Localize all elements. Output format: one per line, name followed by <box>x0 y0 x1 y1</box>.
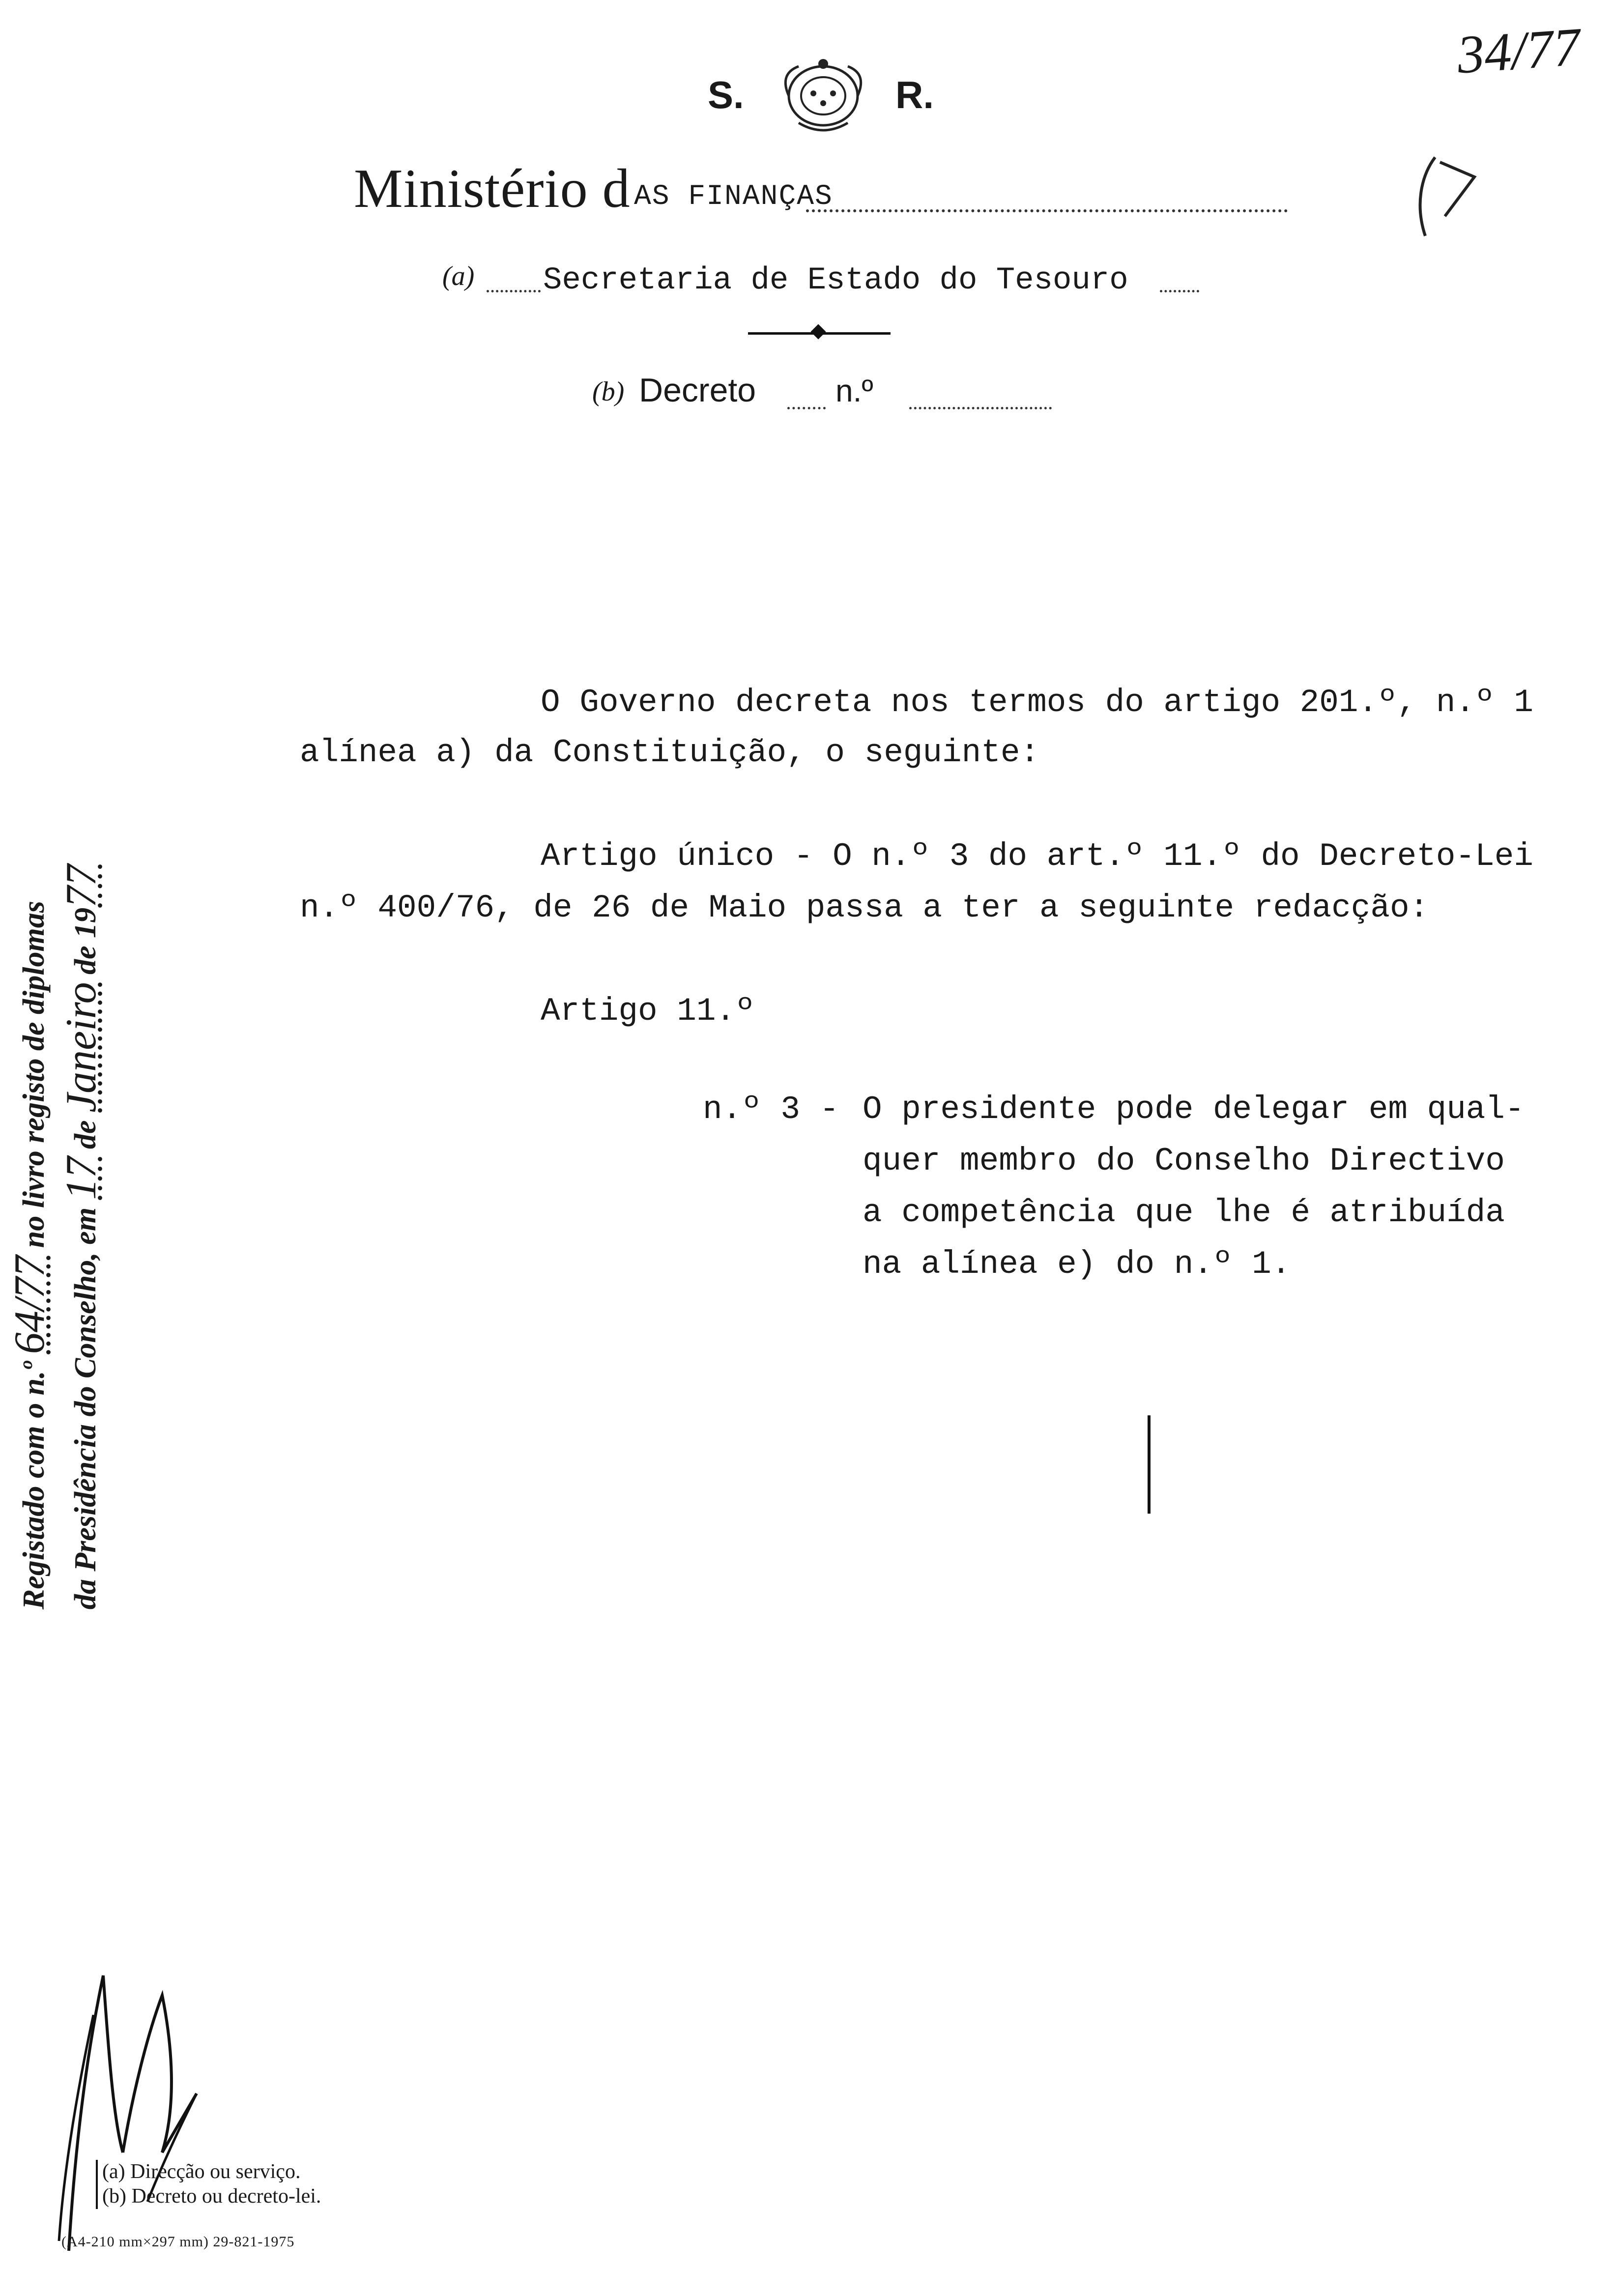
item-line-4: na alínea e) do n.º 1. <box>863 1246 1291 1283</box>
registration-year-prefix: de 19 <box>69 907 102 975</box>
registration-year: 77 <box>58 864 105 908</box>
numero-label: n.º <box>835 373 873 408</box>
secretaria-fill-line-left <box>487 290 541 292</box>
paragraph-1-line-1: O Governo decreta nos termos do artigo 201.º, n.º 1 <box>541 684 1533 721</box>
stray-pen-mark <box>1148 1415 1151 1514</box>
decreto-fill-line <box>787 407 826 409</box>
paragraph-2-line-1: Artigo único - O n.º 3 do art.º 11.º do Decreto-Lei <box>541 838 1533 875</box>
registration-number: 64/77 <box>6 1255 54 1354</box>
registration-month: Janeiro <box>58 982 105 1113</box>
item-line-3: a competência que lhe é atribuída <box>863 1194 1505 1231</box>
registration-line-2 <box>57 864 106 1609</box>
handwritten-reference-number: 34/77 <box>1455 16 1583 85</box>
numero-fill-line <box>909 407 1052 409</box>
header-letter-s: S. <box>708 73 744 116</box>
coat-of-arms-icon <box>769 54 877 138</box>
registration-stamp <box>0 474 108 1609</box>
footnote-b: (b) Decreto ou decreto-lei. <box>102 2185 321 2208</box>
registration-prefix: Registado com o n.º <box>17 1361 51 1609</box>
registration-middle: no livro <box>17 1150 51 1248</box>
footnote-marker-a: (a) <box>442 261 475 291</box>
ministry-fill-line <box>806 209 1288 212</box>
secretaria-fill-line-right <box>1160 290 1199 292</box>
paragraph-2-line-2: n.º 400/76, de 26 de Maio passa a ter a seguinte redacção: <box>300 890 1429 926</box>
print-code: (A4-210 mm×297 mm) 29-821-1975 <box>61 2234 295 2250</box>
registration-presidency: da Presidência do Conselho, em <box>69 1207 102 1609</box>
item-label: n.º 3 - <box>703 1091 839 1128</box>
paragraph-1-line-2: alínea a) da Constituição, o seguinte: <box>300 734 1040 771</box>
item-line-2: quer membro do Conselho Directivo <box>863 1143 1505 1179</box>
item-line-1: O presidente pode delegar em qual- <box>863 1091 1525 1128</box>
ministry-value: AS FINANÇAS <box>634 181 833 213</box>
header-letter-r: R. <box>895 73 934 116</box>
registration-day: 17 <box>58 1156 105 1200</box>
decreto-label: Decreto <box>639 372 756 409</box>
margin-handwritten-mark <box>1406 147 1479 246</box>
registration-de: de <box>69 1120 102 1149</box>
registration-line-1 <box>5 901 55 1609</box>
article-heading: Artigo 11.º <box>541 993 755 1030</box>
footnote-a: (a) Direcção ou serviço. <box>102 2160 301 2183</box>
registration-suffix: registo de diplomas <box>17 901 51 1143</box>
footnote-marker-b: (b) <box>592 376 625 407</box>
ministry-label: Ministério d <box>354 158 631 219</box>
secretaria-name: Secretaria de Estado do Tesouro <box>543 263 1128 298</box>
handwritten-signature <box>49 1946 216 2261</box>
footnote-bracket <box>96 2160 98 2209</box>
divider-diamond-icon <box>810 324 826 339</box>
